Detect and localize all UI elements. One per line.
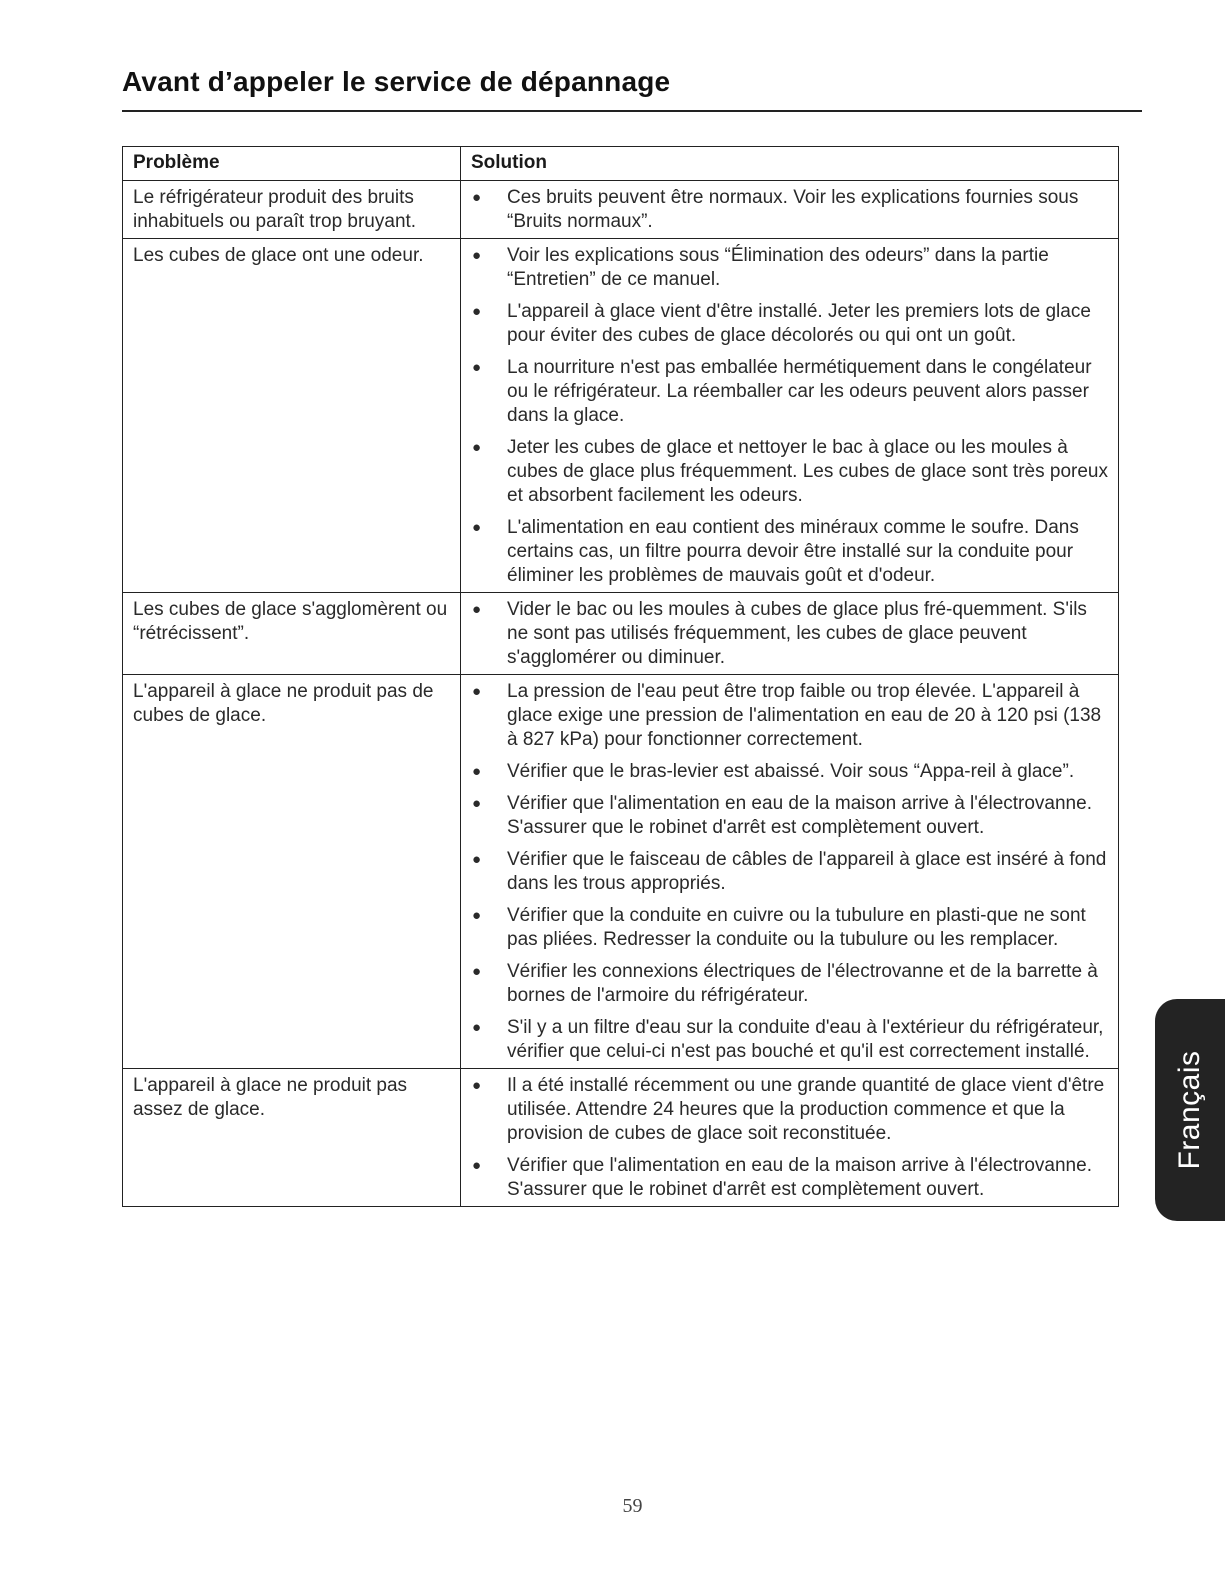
solution-text: L'appareil à glace vient d'être installé. Jeter les premiers lots de glace pour éviter des cubes de glace décolorés ou qui ont un goût. (507, 301, 1091, 346)
solution-item (465, 904, 1110, 952)
solution-text: Jeter les cubes de glace et nettoyer le bac à glace ou les moules à cubes de glace plus fréquemment. Les cubes de glace sont très poreux et absorbent facilement les odeurs. (507, 437, 1108, 506)
page-title: Avant d’appeler le service de dépannage (122, 66, 671, 97)
solution-item (465, 1016, 1110, 1064)
solution-cell (461, 239, 1119, 593)
title-divider (122, 110, 1142, 112)
problem-cell: L'appareil à glace ne produit pas de cubes de glace. (123, 675, 461, 1069)
solution-text: La pression de l'eau peut être trop faible ou trop élevée. L'appareil à glace exige une pression de l'alimentation en eau de 20 à 120 psi (138 à 827 kPa) pour fonctionner correctement. (507, 681, 1102, 750)
page-number: 59 (622, 1495, 643, 1517)
bullet-icon: ● (472, 795, 482, 812)
solution-text: Il a été installé récemment ou une grande quantité de glace vient d'être utilisée. Attendre 24 heures que la production commence et que la provision de cubes de glace soit reconstituée. (507, 1075, 1105, 1144)
solution-item (465, 244, 1110, 292)
troubleshooting-table (122, 146, 1119, 1207)
solution-cell (461, 593, 1119, 675)
solution-item (465, 1074, 1110, 1146)
solution-text: Vérifier les connexions électriques de l'électrovanne et de la barrette à bornes de l'armoire du réfrigérateur. (507, 961, 1098, 1006)
bullet-icon: ● (472, 359, 482, 376)
problem-cell: Les cubes de glace ont une odeur. (123, 239, 461, 593)
solution-text: Vérifier que l'alimentation en eau de la maison arrive à l'électrovanne. S'assurer que le robinet d'arrêt est complètement ouvert. (507, 793, 1092, 838)
solution-list (465, 244, 1110, 588)
table-row (123, 1069, 1119, 1207)
table-row (123, 593, 1119, 675)
solution-text: S'il y a un filtre d'eau sur la conduite d'eau à l'extérieur du réfrigérateur, vérifier que celui-ci n'est pas bouché et qu'il est correctement installé. (507, 1017, 1104, 1062)
table-body (123, 181, 1119, 1207)
bullet-icon: ● (472, 601, 482, 618)
solution-item (465, 680, 1110, 752)
solution-cell (461, 1069, 1119, 1207)
solution-item (465, 356, 1110, 428)
problem-cell: Les cubes de glace s'agglomèrent ou “rétrécissent”. (123, 593, 461, 675)
bullet-icon: ● (472, 683, 482, 700)
solution-text: Vérifier que l'alimentation en eau de la maison arrive à l'électrovanne. S'assurer que le robinet d'arrêt est complètement ouvert. (507, 1155, 1092, 1200)
bullet-icon: ● (472, 519, 482, 536)
solution-text: Ces bruits peuvent être normaux. Voir les explications fournies sous “Bruits normaux”. (507, 187, 1079, 232)
solution-item (465, 300, 1110, 348)
bullet-icon: ● (472, 907, 482, 924)
language-tab-label: Français (1173, 1050, 1206, 1170)
header-problem: Problème (123, 147, 461, 181)
bullet-icon: ● (472, 1157, 482, 1174)
solution-item (465, 598, 1110, 670)
bullet-icon: ● (472, 439, 482, 456)
solution-text: Vider le bac ou les moules à cubes de glace plus fré-quemment. S'ils ne sont pas utilisés fréquemment, les cubes de glace peuvent s'agglomérer ou diminuer. (507, 599, 1087, 668)
solution-text: Vérifier que la conduite en cuivre ou la tubulure en plasti-que ne sont pas pliées. Redresser la conduite ou la tubulure ou les remplacer. (507, 905, 1086, 950)
solution-text: La nourriture n'est pas emballée hermétiquement dans le congélateur ou le réfrigérateur. La réemballer car les odeurs peuvent alors passer dans la glace. (507, 357, 1092, 426)
solution-text: Vérifier que le bras-levier est abaissé. Voir sous “Appa-reil à glace”. (507, 761, 1075, 782)
table-header-row (123, 147, 1119, 181)
solution-item (465, 960, 1110, 1008)
header-solution: Solution (461, 147, 1119, 181)
solution-item (465, 792, 1110, 840)
bullet-icon: ● (472, 1019, 482, 1036)
solution-list (465, 680, 1110, 1064)
solution-item (465, 760, 1110, 784)
solution-text: L'alimentation en eau contient des minéraux comme le soufre. Dans certains cas, un filtre pourra devoir être installé sur la conduite pour éliminer les problèmes de mauvais goût et d'odeur. (507, 517, 1079, 586)
solution-list (465, 1074, 1110, 1202)
problem-cell: L'appareil à glace ne produit pas assez de glace. (123, 1069, 461, 1207)
solution-item (465, 1154, 1110, 1202)
bullet-icon: ● (472, 763, 482, 780)
bullet-icon: ● (472, 851, 482, 868)
solution-item (465, 186, 1110, 234)
problem-cell: Le réfrigérateur produit des bruits inhabituels ou paraît trop bruyant. (123, 181, 461, 239)
table-row (123, 181, 1119, 239)
bullet-icon: ● (472, 1077, 482, 1094)
bullet-icon: ● (472, 963, 482, 980)
solution-text: Voir les explications sous “Élimination des odeurs” dans la partie “Entretien” de ce manuel. (507, 245, 1049, 290)
solution-cell (461, 675, 1119, 1069)
table-row (123, 239, 1119, 593)
solution-list (465, 598, 1110, 670)
bullet-icon: ● (472, 189, 482, 206)
solution-text: Vérifier que le faisceau de câbles de l'appareil à glace est inséré à fond dans les trous appropriés. (507, 849, 1107, 894)
solution-item (465, 436, 1110, 508)
solution-item (465, 848, 1110, 896)
language-tab (1155, 999, 1225, 1221)
solution-item (465, 516, 1110, 588)
table-row (123, 675, 1119, 1069)
solution-cell (461, 181, 1119, 239)
solution-list (465, 186, 1110, 234)
bullet-icon: ● (472, 303, 482, 320)
bullet-icon: ● (472, 247, 482, 264)
